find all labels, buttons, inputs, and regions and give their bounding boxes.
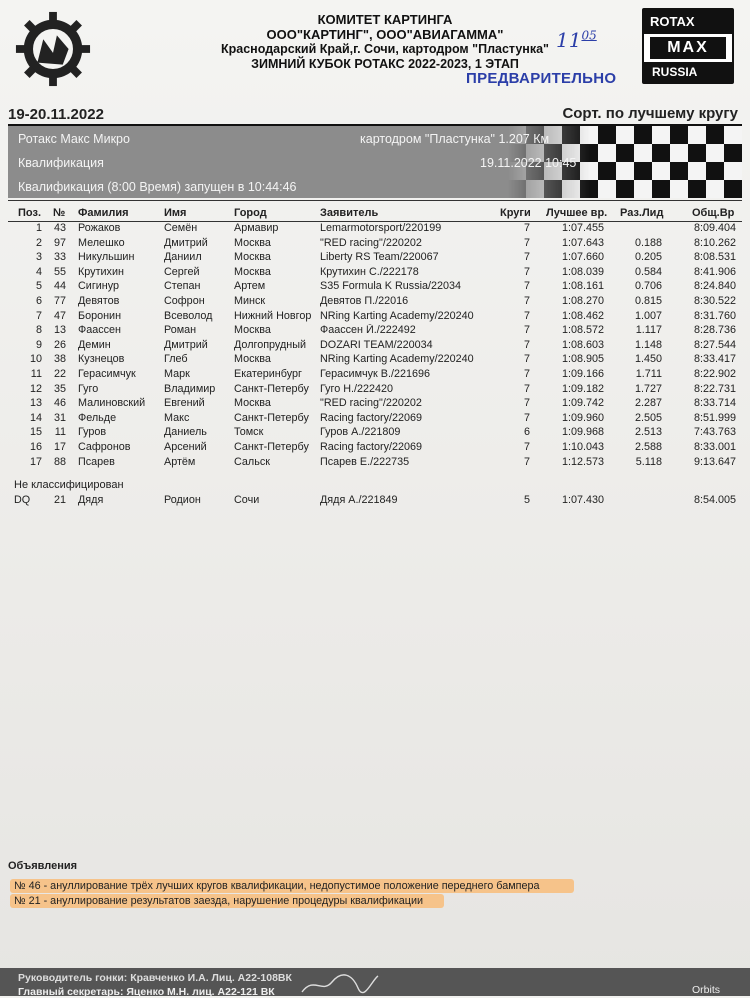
col-header-name: Имя <box>164 207 187 219</box>
event-date: 19-20.11.2022 <box>8 106 104 123</box>
cell-pos: 6 <box>35 295 42 307</box>
cell-surname: Псарев <box>78 455 115 468</box>
cell-laps: 7 <box>523 338 530 351</box>
col-header-laps: Круги <box>500 207 531 219</box>
cell-entrant: Герасимчук В./221696 <box>320 368 430 380</box>
cell-name: Всеволод <box>164 309 213 322</box>
cell-gap: 1.117 <box>635 324 662 337</box>
table-row <box>0 324 750 339</box>
cell-gap: 0.188 <box>634 236 662 249</box>
cell-city: Сочи <box>234 494 260 506</box>
cell-name: Даниил <box>164 251 202 264</box>
col-header-num: № <box>53 207 66 219</box>
rotax-max-russia-logo: ROTAX MAX RUSSIA <box>642 8 734 84</box>
cell-pos: 1 <box>35 222 42 234</box>
sort-order: Сорт. по лучшему кругу <box>562 105 738 122</box>
cell-entrant: Liberty RS Team/220067 <box>320 251 439 264</box>
table-row <box>0 295 750 310</box>
cell-city: Москва <box>234 353 271 366</box>
cell-surname: Никульшин <box>78 251 135 264</box>
table-row <box>0 251 750 266</box>
cell-surname: Сигинур <box>78 280 120 293</box>
cell-entrant: Дядя А./221849 <box>320 494 398 506</box>
col-header-best: Лучшее вр. <box>546 207 608 219</box>
cell-num: 38 <box>53 353 66 366</box>
footer-race-director: Руководитель гонки: Кравченко И.А. Лиц. А22-108ВК <box>18 972 292 984</box>
cell-name: Евгений <box>164 397 205 410</box>
cell-surname: Крутихин <box>78 265 124 278</box>
cell-pos: 15 <box>29 426 42 439</box>
cell-pos: 3 <box>35 251 42 264</box>
cell-num: 35 <box>53 382 66 395</box>
cell-num: 88 <box>53 455 66 468</box>
cell-city: Армавир <box>234 222 279 234</box>
cell-city: Артем <box>234 280 266 293</box>
cell-surname: Боронин <box>78 309 122 322</box>
cell-laps: 7 <box>523 309 530 322</box>
cell-gap: 0.706 <box>634 280 662 293</box>
cell-best: 1:09.182 <box>561 382 604 395</box>
cell-laps: 7 <box>523 236 530 249</box>
cell-pos: 9 <box>35 338 42 351</box>
announcement-item: № 46 - ануллирование трёх лучших кругов квалификации, недопустимое положение переднего бампера <box>10 879 574 893</box>
cell-pos: 13 <box>29 397 42 410</box>
table-row <box>0 310 750 325</box>
cell-city: Сальск <box>234 455 270 468</box>
cell-best: 1:12.573 <box>561 455 604 468</box>
cell-pos: 12 <box>29 382 42 395</box>
cell-city: Екатеринбург <box>234 368 302 380</box>
banner-datetime: 19.11.2022 10:45 <box>480 156 577 170</box>
cell-num: 47 <box>53 309 66 322</box>
table-row <box>0 222 750 237</box>
cell-pos: 10 <box>29 353 42 366</box>
cell-entrant: S35 Formula K Russia/22034 <box>320 280 462 293</box>
cell-entrant: Racing factory/22069 <box>320 411 423 424</box>
cell-num: 17 <box>53 441 66 453</box>
cell-laps: 7 <box>523 455 530 468</box>
cell-city: Минск <box>234 295 266 307</box>
table-row <box>0 494 750 509</box>
footer-timing-system: Orbits <box>691 984 720 996</box>
cell-city: Санкт-Петербу <box>234 441 309 453</box>
cell-gap: 1.727 <box>634 382 662 395</box>
cell-num: 33 <box>53 251 66 264</box>
cell-gap: 5.118 <box>635 455 662 468</box>
cell-total: 8:08.531 <box>693 251 736 264</box>
col-header-gap: Раз.Лид <box>620 207 664 219</box>
table-row <box>0 441 750 456</box>
table-row <box>0 397 750 412</box>
cell-entrant: DOZARI TEAM/220034 <box>320 338 433 351</box>
cell-gap: 0.815 <box>634 295 662 307</box>
cell-entrant: Lemarmotorsport/220199 <box>320 222 442 234</box>
cell-surname: Гуго <box>78 382 99 395</box>
cell-name: Владимир <box>164 382 216 395</box>
col-header-entrant: Заявитель <box>320 207 379 219</box>
cell-surname: Рожаков <box>78 222 121 234</box>
col-header-city: Город <box>234 207 267 219</box>
banner-track: картодром "Пластунка" 1.207 Км <box>360 132 550 146</box>
cell-best: 1:10.043 <box>561 441 604 453</box>
cell-laps: 7 <box>523 295 530 307</box>
preliminary-stamp: ПРЕДВАРИТЕЛЬНО <box>466 70 617 87</box>
table-row <box>0 412 750 427</box>
cell-total: 8:33.417 <box>693 353 736 366</box>
banner-class: Ротакс Макс Микро <box>18 132 130 146</box>
table-row <box>0 426 750 441</box>
header-committee: КОМИТЕТ КАРТИНГА <box>317 12 453 27</box>
cell-best: 1:08.905 <box>561 353 604 366</box>
karting-committee-logo <box>14 10 92 88</box>
cell-name: Родион <box>164 494 201 506</box>
cell-gap: 1.148 <box>634 338 662 351</box>
cell-city: Москва <box>234 251 271 264</box>
cell-total: 8:30.522 <box>693 295 736 307</box>
cell-laps: 7 <box>523 411 530 424</box>
table-row <box>0 368 750 383</box>
cell-total: 8:41.906 <box>693 265 736 278</box>
cell-laps: 7 <box>523 222 530 234</box>
divider <box>8 200 742 201</box>
cell-laps: 5 <box>523 494 530 506</box>
banner-started: Квалификация (8:00 Время) запущен в 10:44:46 <box>18 180 297 194</box>
cell-laps: 6 <box>523 426 530 439</box>
table-row <box>0 456 750 471</box>
cell-total: 8:10.262 <box>693 236 736 249</box>
cell-surname: Сафронов <box>78 441 131 453</box>
cell-best: 1:08.603 <box>561 338 604 351</box>
cell-gap: 2.287 <box>634 397 662 410</box>
cell-num: 22 <box>53 368 66 380</box>
cell-city: Томск <box>234 426 264 439</box>
cell-pos: 17 <box>29 455 42 468</box>
cell-city: Москва <box>234 397 271 410</box>
cell-laps: 7 <box>523 397 530 410</box>
cell-total: 9:13.647 <box>693 455 736 468</box>
cell-total: 7:43.763 <box>693 426 736 439</box>
cell-num: 31 <box>53 411 66 424</box>
cell-name: Степан <box>164 280 201 293</box>
cell-best: 1:08.039 <box>561 265 604 278</box>
cell-surname: Фельде <box>78 411 117 424</box>
cell-name: Марк <box>164 368 190 380</box>
cell-laps: 7 <box>523 441 530 453</box>
cell-best: 1:07.643 <box>561 236 604 249</box>
col-header-pos: Поз. <box>18 207 42 219</box>
cell-best: 1:07.660 <box>561 251 604 264</box>
cell-num: 21 <box>53 494 66 506</box>
cell-name: Дмитрий <box>164 338 208 351</box>
table-row <box>0 353 750 368</box>
cell-pos: DQ <box>14 494 31 506</box>
cell-entrant: Псарев Е./222735 <box>320 455 410 468</box>
cell-laps: 7 <box>523 324 530 337</box>
cell-num: 44 <box>53 280 66 293</box>
cell-laps: 7 <box>523 265 530 278</box>
announcements-title: Объявления <box>8 860 78 872</box>
cell-gap: 1.450 <box>634 353 662 366</box>
cell-surname: Фаассен <box>78 324 121 337</box>
announcement-item: № 21 - ануллирование результатов заезда, нарушение процедуры квалификации <box>10 894 444 908</box>
cell-gap: 1.007 <box>634 309 662 322</box>
cell-best: 1:09.742 <box>561 397 604 410</box>
cell-pos: 4 <box>35 265 42 278</box>
cell-entrant: Гуров А./221809 <box>320 426 401 439</box>
cell-pos: 2 <box>35 236 42 249</box>
cell-pos: 7 <box>35 309 42 322</box>
cell-pos: 8 <box>35 324 42 337</box>
cell-best: 1:07.455 <box>561 222 604 234</box>
cell-name: Глеб <box>164 353 188 366</box>
cell-city: Москва <box>234 265 271 278</box>
cell-name: Даниель <box>164 426 207 439</box>
cell-best: 1:09.166 <box>561 368 604 380</box>
cell-num: 46 <box>53 397 66 410</box>
cell-name: Сергей <box>164 265 200 278</box>
header-organizers: ООО"КАРТИНГ", ООО"АВИАГАММА" <box>266 27 504 42</box>
cell-num: 77 <box>53 295 66 307</box>
cell-total: 8:24.840 <box>693 280 736 293</box>
cell-surname: Герасимчук <box>78 368 136 380</box>
cell-gap: 0.205 <box>634 251 662 264</box>
cell-entrant: Гуго Н./222420 <box>320 382 394 395</box>
session-banner <box>8 126 742 198</box>
cell-name: Арсений <box>164 441 207 453</box>
cell-surname: Гуров <box>78 426 107 439</box>
cell-pos: 14 <box>29 411 42 424</box>
cell-city: Москва <box>234 324 271 337</box>
cell-total: 8:33.714 <box>693 397 736 410</box>
table-row <box>0 280 750 295</box>
cell-city: Москва <box>234 236 271 249</box>
table-row <box>0 339 750 354</box>
cell-entrant: "RED racing"/220202 <box>320 397 422 410</box>
cell-best: 1:08.161 <box>561 280 604 293</box>
not-classified-label: Не классифицирован <box>14 479 124 491</box>
banner-session: Квалификация <box>18 156 104 170</box>
cell-best: 1:08.270 <box>561 295 604 307</box>
cell-name: Семён <box>164 222 198 234</box>
cell-name: Артём <box>164 455 196 468</box>
cell-surname: Дядя <box>78 494 104 506</box>
cell-total: 8:31.760 <box>693 309 736 322</box>
cell-num: 11 <box>54 426 66 439</box>
cell-city: Долгопрудный <box>234 338 307 351</box>
cell-laps: 7 <box>523 280 530 293</box>
header-event: ЗИМНИЙ КУБОК РОТАКС 2022-2023, 1 ЭТАП <box>251 57 519 71</box>
col-header-total: Общ.Вр <box>692 207 735 219</box>
cell-name: Роман <box>164 324 197 337</box>
cell-num: 55 <box>53 265 66 278</box>
cell-gap: 0.584 <box>634 265 662 278</box>
cell-total: 8:51.999 <box>693 411 736 424</box>
cell-num: 43 <box>53 222 66 234</box>
table-row <box>0 266 750 281</box>
cell-total: 8:27.544 <box>693 338 736 351</box>
cell-num: 97 <box>53 236 66 249</box>
cell-gap: 2.588 <box>634 441 662 453</box>
cell-entrant: Крутихин С./222178 <box>320 265 419 278</box>
cell-best: 1:08.572 <box>561 324 604 337</box>
cell-total: 8:33.001 <box>693 441 736 453</box>
cell-laps: 7 <box>523 382 530 395</box>
cell-laps: 7 <box>523 251 530 264</box>
cell-name: Дмитрий <box>164 236 208 249</box>
cell-total: 8:22.902 <box>693 368 736 380</box>
cell-laps: 7 <box>523 353 530 366</box>
cell-surname: Малиновский <box>78 397 146 410</box>
header-location: Краснодарский Край,г. Сочи, картодром "Пластунка" <box>221 42 549 56</box>
cell-pos: 16 <box>29 441 42 453</box>
cell-entrant: NRing Karting Academy/220240 <box>320 309 474 322</box>
cell-name: Макс <box>164 411 190 424</box>
cell-city: Санкт-Петербу <box>234 382 309 395</box>
cell-best: 1:09.968 <box>561 426 604 439</box>
cell-gap: 2.505 <box>634 411 662 424</box>
table-row <box>0 237 750 252</box>
cell-best: 1:07.430 <box>561 494 604 506</box>
cell-city: Нижний Новгор <box>234 309 312 322</box>
cell-entrant: Фаассен Й./222492 <box>320 324 416 337</box>
cell-num: 13 <box>53 324 66 337</box>
signature-icon <box>300 972 380 996</box>
cell-surname: Демин <box>78 338 111 351</box>
cell-total: 8:22.731 <box>693 382 736 395</box>
cell-city: Санкт-Петербу <box>234 411 309 424</box>
cell-laps: 7 <box>523 368 530 380</box>
cell-entrant: "RED racing"/220202 <box>320 236 422 249</box>
cell-gap: 1.711 <box>635 368 662 380</box>
table-row <box>0 383 750 398</box>
cell-pos: 5 <box>35 280 42 293</box>
footer-secretary: Главный секретарь: Яценко М.Н. лиц. А22-121 ВК <box>18 986 275 998</box>
cell-pos: 11 <box>30 368 42 380</box>
cell-name: Софрон <box>164 295 205 307</box>
cell-surname: Кузнецов <box>78 353 125 366</box>
cell-entrant: Racing factory/22069 <box>320 441 423 453</box>
cell-gap: 2.513 <box>634 426 662 439</box>
cell-surname: Мелешко <box>78 236 125 249</box>
cell-entrant: NRing Karting Academy/220240 <box>320 353 474 366</box>
cell-best: 1:08.462 <box>561 309 604 322</box>
col-header-surname: Фамилия <box>78 207 129 219</box>
cell-total: 8:28.736 <box>693 324 736 337</box>
handwritten-time: $11^{05}$ <box>556 28 597 52</box>
cell-total: 8:54.005 <box>693 494 736 506</box>
cell-entrant: Девятов П./22016 <box>320 295 409 307</box>
cell-surname: Девятов <box>78 295 120 307</box>
cell-best: 1:09.960 <box>561 411 604 424</box>
cell-total: 8:09.404 <box>693 222 736 234</box>
cell-num: 26 <box>53 338 66 351</box>
